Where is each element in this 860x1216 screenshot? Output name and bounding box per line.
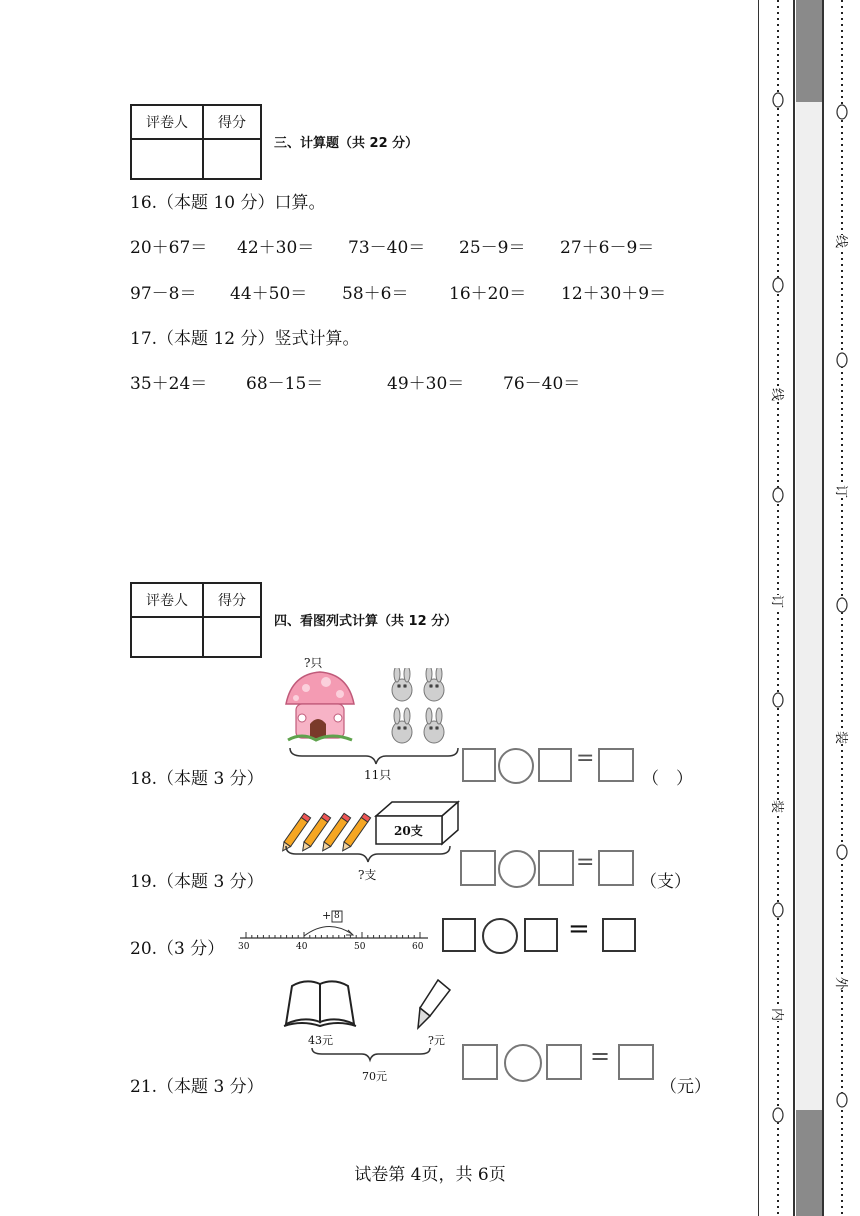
number-line-ticks bbox=[246, 932, 420, 938]
jump-arc bbox=[304, 926, 352, 936]
equals-sign: = bbox=[576, 746, 595, 771]
equals-sign: = bbox=[590, 1042, 611, 1070]
operator-circle[interactable] bbox=[498, 850, 536, 888]
brace bbox=[290, 748, 458, 764]
equals-sign: = bbox=[568, 914, 590, 944]
q17-row bbox=[130, 369, 580, 394]
score-input[interactable] bbox=[203, 139, 261, 179]
tick-label: 30 bbox=[238, 942, 250, 952]
question-18-label: 18.（本题 3 分） bbox=[130, 769, 264, 789]
pencil-icon bbox=[280, 813, 371, 853]
answer-box[interactable] bbox=[524, 918, 558, 952]
brace bbox=[286, 846, 450, 862]
question-21-label: 21.（本题 3 分） bbox=[130, 1077, 264, 1097]
answer-box[interactable] bbox=[598, 850, 634, 886]
answer-box[interactable] bbox=[442, 918, 476, 952]
binding-label: 内 bbox=[769, 1008, 788, 1021]
answer-box[interactable] bbox=[598, 748, 634, 782]
unit-paren: （ ） bbox=[642, 769, 693, 789]
score-table-s4 bbox=[130, 582, 262, 658]
binding-label: 装 bbox=[769, 800, 788, 813]
binding-label: 订 bbox=[833, 485, 852, 498]
question-19-label: 19.（本题 3 分） bbox=[130, 872, 264, 892]
binding-label: 外 bbox=[833, 977, 852, 990]
fountain-pen-icon bbox=[418, 980, 450, 1028]
open-book-icon bbox=[284, 981, 356, 1026]
pen-price-label: ?元 bbox=[428, 1034, 445, 1047]
binding-label: 线 bbox=[833, 235, 852, 248]
answer-box[interactable] bbox=[538, 748, 572, 782]
page-footer: 试卷第 4页，共 6页 bbox=[354, 1165, 506, 1185]
answer-box[interactable] bbox=[538, 850, 574, 886]
reviewer-cell: 评卷人 bbox=[131, 105, 203, 139]
expr: 49＋30＝ bbox=[387, 374, 465, 394]
total-price-label: 70元 bbox=[362, 1070, 387, 1083]
q18-top-label: ?只 bbox=[304, 656, 323, 670]
tick-label: 50 bbox=[354, 942, 366, 952]
book-price-label: 43元 bbox=[308, 1034, 333, 1047]
q19-total-label: ?支 bbox=[358, 868, 377, 882]
section-title: 三、计算题（共 22 分） bbox=[274, 136, 419, 151]
expr: 12＋30＋9＝ bbox=[561, 284, 667, 304]
rabbit-icon bbox=[392, 668, 444, 743]
score-cell: 得分 bbox=[203, 105, 261, 139]
q16-row1 bbox=[130, 233, 654, 258]
score-input[interactable] bbox=[203, 617, 261, 657]
unit-label: （元） bbox=[660, 1077, 711, 1097]
tick-label: 60 bbox=[412, 942, 424, 952]
unit-label: （支） bbox=[640, 872, 691, 892]
q16-row2 bbox=[130, 279, 666, 304]
jump-plus: + bbox=[322, 909, 332, 922]
jump-number: 8 bbox=[334, 911, 340, 921]
binding-label: 装 bbox=[833, 731, 852, 744]
answer-box[interactable] bbox=[602, 918, 636, 952]
mushroom-house-icon bbox=[286, 672, 354, 740]
expr: 25－9＝ bbox=[459, 238, 526, 258]
binding-label: 线 bbox=[769, 388, 788, 401]
answer-box[interactable] bbox=[462, 1044, 498, 1080]
reviewer-cell: 评卷人 bbox=[131, 583, 203, 617]
expr: 97－8＝ bbox=[130, 284, 197, 304]
binding-label: 订 bbox=[769, 595, 788, 608]
expr: 27＋6－9＝ bbox=[560, 238, 655, 258]
question-17-head: 17.（本题 12 分）竖式计算。 bbox=[130, 329, 360, 349]
expr: 68－15＝ bbox=[246, 374, 324, 394]
score-cell: 得分 bbox=[203, 583, 261, 617]
answer-box[interactable] bbox=[460, 850, 496, 886]
expr: 20＋67＝ bbox=[130, 238, 208, 258]
operator-circle[interactable] bbox=[482, 918, 518, 954]
operator-circle[interactable] bbox=[504, 1044, 542, 1082]
question-20-label: 20.（3 分） bbox=[130, 939, 225, 959]
expr: 58＋6＝ bbox=[342, 284, 409, 304]
reviewer-input[interactable] bbox=[131, 617, 203, 657]
q18-total-label: 11只 bbox=[364, 768, 392, 782]
tick-label: 40 bbox=[296, 942, 308, 952]
expr: 16＋20＝ bbox=[449, 284, 527, 304]
pencil-box-label: 20支 bbox=[394, 824, 423, 838]
brace bbox=[312, 1048, 430, 1060]
operator-circle[interactable] bbox=[498, 748, 534, 784]
expr: 42＋30＝ bbox=[237, 238, 315, 258]
question-16-head: 16.（本题 10 分）口算。 bbox=[130, 193, 326, 213]
expr: 76－40＝ bbox=[503, 374, 581, 394]
binding-border bbox=[758, 0, 759, 1216]
pencils-box-figure bbox=[280, 796, 464, 868]
expr: 73－40＝ bbox=[348, 238, 426, 258]
equals-sign: = bbox=[576, 850, 595, 875]
answer-box[interactable] bbox=[462, 748, 496, 782]
expr: 35＋24＝ bbox=[130, 374, 208, 394]
section-title: 四、看图列式计算（共 12 分） bbox=[274, 614, 458, 629]
score-table-s3 bbox=[130, 104, 262, 180]
expr: 44＋50＝ bbox=[230, 284, 308, 304]
reviewer-input[interactable] bbox=[131, 139, 203, 179]
answer-box[interactable] bbox=[546, 1044, 582, 1080]
answer-box[interactable] bbox=[618, 1044, 654, 1080]
book-pen-figure bbox=[282, 976, 462, 1076]
